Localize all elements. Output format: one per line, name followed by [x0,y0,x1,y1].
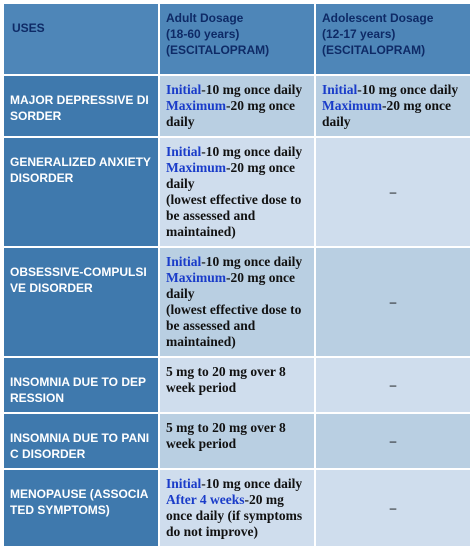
adult-dosage-cell: Initial-10 mg once daily Maximum-20 mg once daily (lowest effective dose to be assessed and maintained) [159,247,315,357]
header-adol-line3: (ESCITALOPRAM) [322,43,426,57]
header-adult-line2: (18-60 years) [166,27,240,41]
dosage-table [2,2,472,548]
adolescent-dosage-cell: – [315,357,471,413]
adolescent-dosage-cell: – [315,247,471,357]
header-adult [159,3,315,75]
header-adult-line3: (ESCITALOPRAM) [166,43,270,57]
table-row [3,137,471,247]
use-cell: MAJOR DEPRESSIVE DISORDER [3,75,159,137]
header-adolescent [315,3,471,75]
adult-dosage-cell: 5 mg to 20 mg over 8 week period [159,357,315,413]
use-cell: INSOMNIA DUE TO PANIC DISORDER [3,413,159,469]
adolescent-dosage-cell: – [315,469,471,547]
header-adol-line1: Adolescent Dosage [322,11,434,25]
use-cell: INSOMNIA DUE TO DEPRESSION [3,357,159,413]
use-cell: MENOPAUSE (ASSOCIATED SYMPTOMS) [3,469,159,547]
adolescent-dosage-cell: Initial-10 mg once daily Maximum-20 mg once daily [315,75,471,137]
header-adol-line2: (12-17 years) [322,27,396,41]
use-cell: OBSESSIVE-COMPULSIVE DISORDER [3,247,159,357]
adult-dosage-cell: 5 mg to 20 mg over 8 week period [159,413,315,469]
table-row [3,357,471,413]
header-adult-line1: Adult Dosage [166,11,244,25]
adult-dosage-cell: Initial-10 mg once daily After 4 weeks-20 mg once daily (if symptoms do not improve) [159,469,315,547]
header-uses: USES [3,3,159,75]
adolescent-dosage-cell: – [315,413,471,469]
adult-dosage-cell: Initial-10 mg once daily Maximum-20 mg once daily [159,75,315,137]
adult-dosage-cell: Initial-10 mg once daily Maximum-20 mg once daily (lowest effective dose to be assessed and maintained) [159,137,315,247]
header-row [3,3,471,75]
table-row [3,469,471,547]
table-row [3,75,471,137]
table-row [3,413,471,469]
adolescent-dosage-cell: – [315,137,471,247]
use-cell: GENERALIZED ANXIETY DISORDER [3,137,159,247]
table-row [3,247,471,357]
